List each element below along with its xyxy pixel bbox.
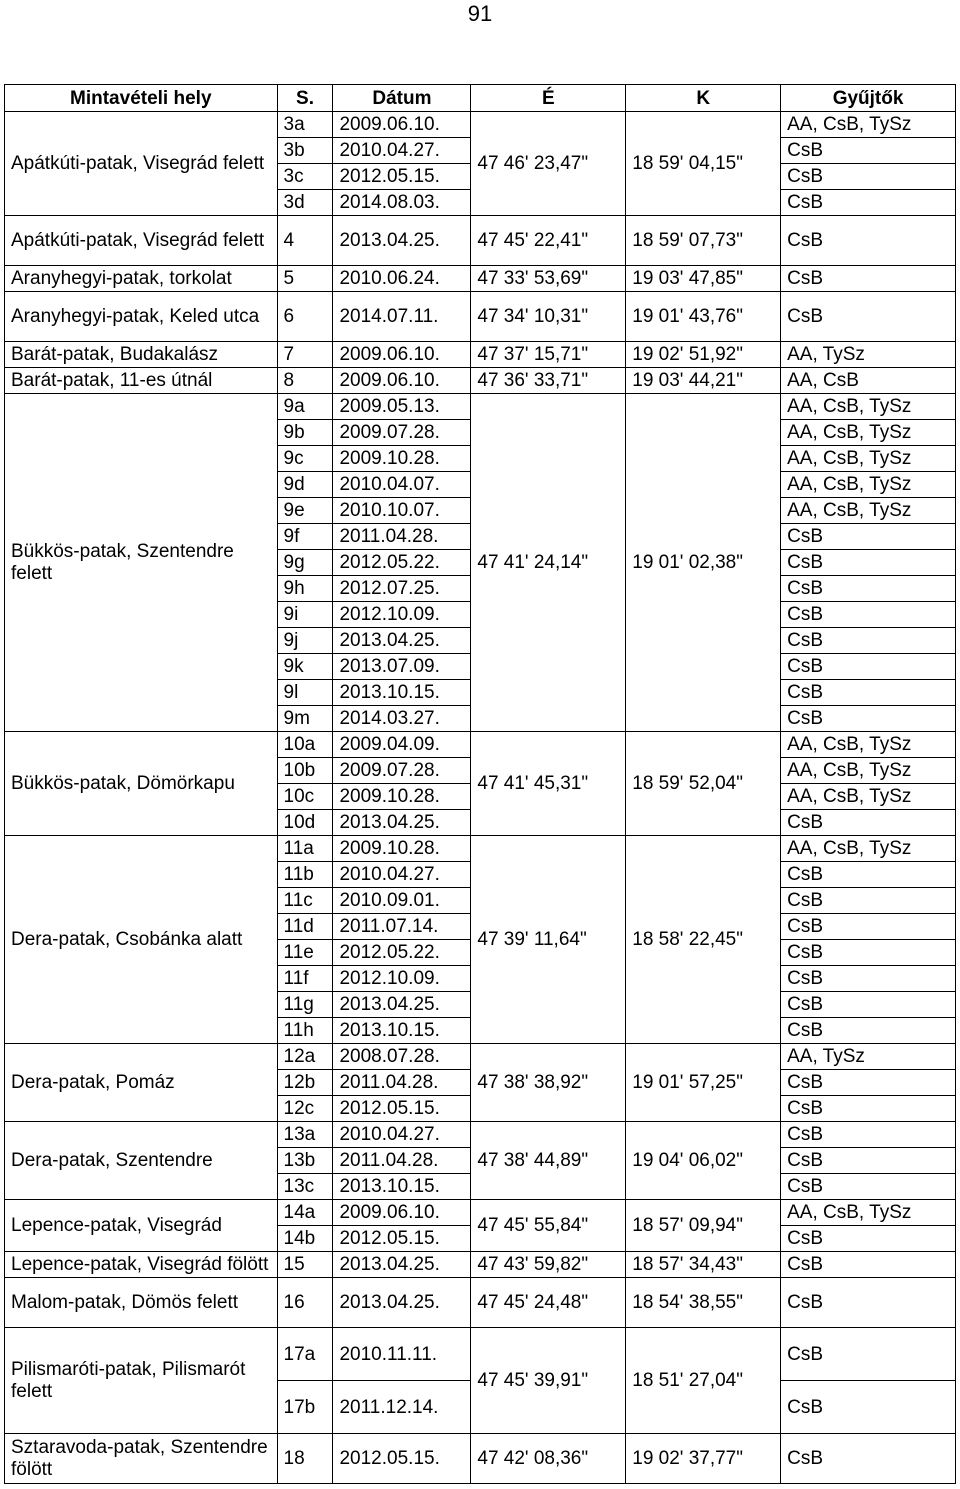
sample-date: 2012.05.15. xyxy=(333,1434,471,1484)
table-row xyxy=(5,836,956,862)
site-name: Dera-patak, Szentendre xyxy=(5,1122,278,1200)
collectors: CsB xyxy=(781,1278,956,1328)
latitude: 47 42' 08,36" xyxy=(471,1434,626,1484)
sample-date: 2013.04.25. xyxy=(333,992,471,1018)
sample-date: 2012.10.09. xyxy=(333,602,471,628)
longitude: 18 59' 07,73" xyxy=(626,216,781,266)
sample-id: 3a xyxy=(277,112,333,138)
sample-date: 2012.05.15. xyxy=(333,1226,471,1252)
latitude: 47 41' 45,31" xyxy=(471,732,626,836)
longitude: 19 04' 06,02" xyxy=(626,1122,781,1200)
collectors: CsB xyxy=(781,1252,956,1278)
longitude: 18 51' 27,04" xyxy=(626,1328,781,1434)
collectors: AA, CsB, TySz xyxy=(781,420,956,446)
site-name: Bükkös-patak, Szentendre felett xyxy=(5,394,278,732)
sample-id: 9e xyxy=(277,498,333,524)
table-row xyxy=(5,1328,956,1381)
collectors: CsB xyxy=(781,914,956,940)
sample-id: 11g xyxy=(277,992,333,1018)
collectors: CsB xyxy=(781,810,956,836)
collectors: CsB xyxy=(781,1381,956,1434)
site-name: Barát-patak, 11-es útnál xyxy=(5,368,278,394)
sample-date: 2011.04.28. xyxy=(333,1148,471,1174)
table-row xyxy=(5,342,956,368)
sample-id: 9a xyxy=(277,394,333,420)
sample-date: 2013.10.15. xyxy=(333,1018,471,1044)
sample-id: 11c xyxy=(277,888,333,914)
sample-id: 3c xyxy=(277,164,333,190)
sample-id: 11b xyxy=(277,862,333,888)
sample-id: 10a xyxy=(277,732,333,758)
table-row xyxy=(5,1278,956,1328)
sample-date: 2009.06.10. xyxy=(333,1200,471,1226)
longitude: 18 58' 22,45" xyxy=(626,836,781,1044)
sample-date: 2010.06.24. xyxy=(333,266,471,292)
collectors: CsB xyxy=(781,862,956,888)
table-row xyxy=(5,1122,956,1148)
sample-date: 2009.10.28. xyxy=(333,784,471,810)
collectors: CsB xyxy=(781,1434,956,1484)
collectors: CsB xyxy=(781,654,956,680)
sample-date: 2013.04.25. xyxy=(333,1252,471,1278)
collectors: CsB xyxy=(781,216,956,266)
site-name: Pilismaróti-patak, Pilismarót felett xyxy=(5,1328,278,1434)
latitude: 47 45' 22,41" xyxy=(471,216,626,266)
page-number: 91 xyxy=(467,1,493,26)
table-row xyxy=(5,732,956,758)
collectors: CsB xyxy=(781,992,956,1018)
collectors: CsB xyxy=(781,1148,956,1174)
sample-id: 14b xyxy=(277,1226,333,1252)
sample-id: 11d xyxy=(277,914,333,940)
longitude: 19 03' 44,21" xyxy=(626,368,781,394)
longitude: 18 54' 38,55" xyxy=(626,1278,781,1328)
sample-id: 6 xyxy=(277,292,333,342)
table-row xyxy=(5,266,956,292)
sample-date: 2012.05.15. xyxy=(333,1096,471,1122)
sample-date: 2011.04.28. xyxy=(333,1070,471,1096)
sample-id: 15 xyxy=(277,1252,333,1278)
header-sample-id: S. xyxy=(277,85,333,112)
site-name: Aranyhegyi-patak, torkolat xyxy=(5,266,278,292)
latitude: 47 45' 55,84" xyxy=(471,1200,626,1252)
header-date: Dátum xyxy=(333,85,471,112)
sample-date: 2012.07.25. xyxy=(333,576,471,602)
sample-id: 9k xyxy=(277,654,333,680)
latitude: 47 34' 10,31" xyxy=(471,292,626,342)
collectors: CsB xyxy=(781,550,956,576)
sample-id: 9m xyxy=(277,706,333,732)
latitude: 47 37' 15,71" xyxy=(471,342,626,368)
site-name: Lepence-patak, Visegrád fölött xyxy=(5,1252,278,1278)
sample-id: 12a xyxy=(277,1044,333,1070)
sample-id: 9b xyxy=(277,420,333,446)
sample-date: 2009.10.28. xyxy=(333,836,471,862)
latitude: 47 46' 23,47" xyxy=(471,112,626,216)
collectors: CsB xyxy=(781,164,956,190)
sample-date: 2014.03.27. xyxy=(333,706,471,732)
site-name: Dera-patak, Pomáz xyxy=(5,1044,278,1122)
latitude: 47 41' 24,14" xyxy=(471,394,626,732)
site-name: Lepence-patak, Visegrád xyxy=(5,1200,278,1252)
collectors: CsB xyxy=(781,138,956,164)
collectors: AA, CsB, TySz xyxy=(781,446,956,472)
table-row xyxy=(5,292,956,342)
collectors: AA, CsB, TySz xyxy=(781,112,956,138)
collectors: CsB xyxy=(781,1018,956,1044)
longitude: 19 03' 47,85" xyxy=(626,266,781,292)
longitude: 18 57' 09,94" xyxy=(626,1200,781,1252)
sample-date: 2010.04.27. xyxy=(333,138,471,164)
collectors: AA, TySz xyxy=(781,1044,956,1070)
table-row xyxy=(5,1044,956,1070)
header-collectors: Gyűjtők xyxy=(781,85,956,112)
collectors: AA, TySz xyxy=(781,342,956,368)
collectors: AA, CsB, TySz xyxy=(781,836,956,862)
sample-id: 9d xyxy=(277,472,333,498)
header-site: Mintavételi hely xyxy=(5,85,278,112)
sample-id: 3b xyxy=(277,138,333,164)
latitude: 47 45' 24,48" xyxy=(471,1278,626,1328)
collectors: CsB xyxy=(781,1070,956,1096)
table-row xyxy=(5,1434,956,1484)
sample-date: 2010.10.07. xyxy=(333,498,471,524)
longitude: 19 02' 37,77" xyxy=(626,1434,781,1484)
sample-id: 5 xyxy=(277,266,333,292)
collectors: AA, CsB, TySz xyxy=(781,498,956,524)
sample-date: 2012.05.22. xyxy=(333,550,471,576)
collectors: CsB xyxy=(781,1174,956,1200)
longitude: 19 02' 51,92" xyxy=(626,342,781,368)
header-longitude: K xyxy=(626,85,781,112)
latitude: 47 38' 38,92" xyxy=(471,1044,626,1122)
collectors: CsB xyxy=(781,266,956,292)
sample-date: 2009.10.28. xyxy=(333,446,471,472)
sample-date: 2013.04.25. xyxy=(333,216,471,266)
sampling-sites-table xyxy=(4,84,956,1484)
sample-date: 2009.07.28. xyxy=(333,420,471,446)
sample-date: 2010.04.07. xyxy=(333,472,471,498)
sample-id: 12b xyxy=(277,1070,333,1096)
table-row xyxy=(5,216,956,266)
collectors: CsB xyxy=(781,602,956,628)
collectors: CsB xyxy=(781,1328,956,1381)
sample-date: 2009.07.28. xyxy=(333,758,471,784)
collectors: CsB xyxy=(781,888,956,914)
sample-id: 17a xyxy=(277,1328,333,1381)
sample-date: 2009.06.10. xyxy=(333,342,471,368)
sample-id: 8 xyxy=(277,368,333,394)
sample-date: 2011.04.28. xyxy=(333,524,471,550)
collectors: CsB xyxy=(781,706,956,732)
sample-id: 16 xyxy=(277,1278,333,1328)
site-name: Aranyhegyi-patak, Keled utca xyxy=(5,292,278,342)
sample-id: 13c xyxy=(277,1174,333,1200)
collectors: CsB xyxy=(781,940,956,966)
table-body xyxy=(5,112,956,1484)
sample-id: 18 xyxy=(277,1434,333,1484)
table-row xyxy=(5,1200,956,1226)
site-name: Dera-patak, Csobánka alatt xyxy=(5,836,278,1044)
collectors: AA, CsB, TySz xyxy=(781,1200,956,1226)
collectors: CsB xyxy=(781,966,956,992)
site-name: Barát-patak, Budakalász xyxy=(5,342,278,368)
sample-id: 9h xyxy=(277,576,333,602)
sample-id: 9c xyxy=(277,446,333,472)
sample-date: 2012.05.15. xyxy=(333,164,471,190)
sample-id: 9j xyxy=(277,628,333,654)
sample-date: 2010.09.01. xyxy=(333,888,471,914)
collectors: CsB xyxy=(781,1096,956,1122)
collectors: CsB xyxy=(781,680,956,706)
sample-id: 12c xyxy=(277,1096,333,1122)
longitude: 18 57' 34,43" xyxy=(626,1252,781,1278)
sample-date: 2009.06.10. xyxy=(333,112,471,138)
sample-date: 2013.04.25. xyxy=(333,1278,471,1328)
site-name: Apátkúti-patak, Visegrád felett xyxy=(5,112,278,216)
sample-date: 2010.04.27. xyxy=(333,1122,471,1148)
collectors: CsB xyxy=(781,190,956,216)
latitude: 47 38' 44,89" xyxy=(471,1122,626,1200)
sample-id: 9g xyxy=(277,550,333,576)
sample-id: 9i xyxy=(277,602,333,628)
sample-id: 11f xyxy=(277,966,333,992)
sample-id: 7 xyxy=(277,342,333,368)
site-name: Apátkúti-patak, Visegrád felett xyxy=(5,216,278,266)
sample-id: 4 xyxy=(277,216,333,266)
latitude: 47 36' 33,71" xyxy=(471,368,626,394)
sample-id: 10c xyxy=(277,784,333,810)
latitude: 47 33' 53,69" xyxy=(471,266,626,292)
table-row xyxy=(5,368,956,394)
collectors: CsB xyxy=(781,1226,956,1252)
site-name: Sztaravoda-patak, Szentendre fölött xyxy=(5,1434,278,1484)
longitude: 19 01' 43,76" xyxy=(626,292,781,342)
latitude: 47 43' 59,82" xyxy=(471,1252,626,1278)
sample-id: 11e xyxy=(277,940,333,966)
table-row xyxy=(5,112,956,138)
sample-id: 11h xyxy=(277,1018,333,1044)
longitude: 19 01' 02,38" xyxy=(626,394,781,732)
sample-date: 2013.10.15. xyxy=(333,1174,471,1200)
collectors: AA, CsB, TySz xyxy=(781,758,956,784)
sample-date: 2013.07.09. xyxy=(333,654,471,680)
table-row xyxy=(5,1252,956,1278)
sample-date: 2013.04.25. xyxy=(333,810,471,836)
collectors: CsB xyxy=(781,628,956,654)
table-row xyxy=(5,394,956,420)
sample-id: 13b xyxy=(277,1148,333,1174)
sample-date: 2009.04.09. xyxy=(333,732,471,758)
sample-date: 2014.07.11. xyxy=(333,292,471,342)
sample-date: 2009.06.10. xyxy=(333,368,471,394)
header-latitude: É xyxy=(471,85,626,112)
longitude: 18 59' 52,04" xyxy=(626,732,781,836)
collectors: AA, CsB, TySz xyxy=(781,394,956,420)
sample-id: 10b xyxy=(277,758,333,784)
sample-date: 2009.05.13. xyxy=(333,394,471,420)
sample-id: 9f xyxy=(277,524,333,550)
sample-id: 10d xyxy=(277,810,333,836)
site-name: Bükkös-patak, Dömörkapu xyxy=(5,732,278,836)
longitude: 18 59' 04,15" xyxy=(626,112,781,216)
sample-date: 2010.04.27. xyxy=(333,862,471,888)
sample-date: 2012.05.22. xyxy=(333,940,471,966)
sample-id: 17b xyxy=(277,1381,333,1434)
sample-date: 2011.07.14. xyxy=(333,914,471,940)
collectors: CsB xyxy=(781,1122,956,1148)
latitude: 47 39' 11,64" xyxy=(471,836,626,1044)
sample-date: 2013.04.25. xyxy=(333,628,471,654)
sample-id: 14a xyxy=(277,1200,333,1226)
sample-date: 2008.07.28. xyxy=(333,1044,471,1070)
sample-date: 2014.08.03. xyxy=(333,190,471,216)
collectors: AA, CsB, TySz xyxy=(781,784,956,810)
sample-date: 2012.10.09. xyxy=(333,966,471,992)
longitude: 19 01' 57,25" xyxy=(626,1044,781,1122)
sample-date: 2010.11.11. xyxy=(333,1328,471,1381)
sample-date: 2011.12.14. xyxy=(333,1381,471,1434)
collectors: AA, CsB xyxy=(781,368,956,394)
sample-date: 2013.10.15. xyxy=(333,680,471,706)
collectors: CsB xyxy=(781,524,956,550)
sample-id: 9l xyxy=(277,680,333,706)
collectors: AA, CsB, TySz xyxy=(781,472,956,498)
collectors: CsB xyxy=(781,292,956,342)
site-name: Malom-patak, Dömös felett xyxy=(5,1278,278,1328)
sample-id: 13a xyxy=(277,1122,333,1148)
sample-id: 3d xyxy=(277,190,333,216)
latitude: 47 45' 39,91" xyxy=(471,1328,626,1434)
table-header-row xyxy=(5,85,956,112)
collectors: CsB xyxy=(781,576,956,602)
sample-id: 11a xyxy=(277,836,333,862)
collectors: AA, CsB, TySz xyxy=(781,732,956,758)
